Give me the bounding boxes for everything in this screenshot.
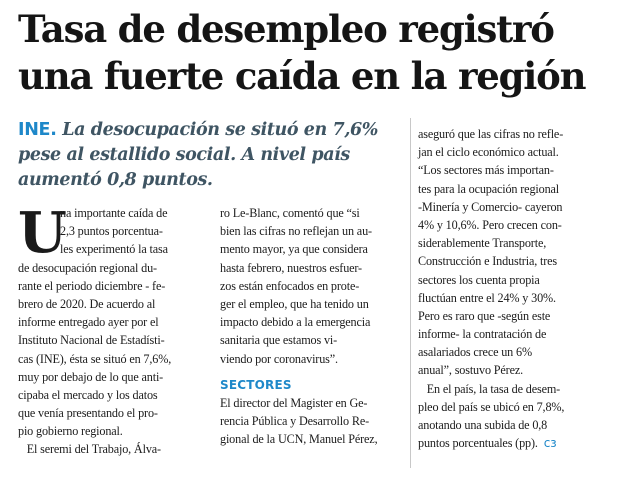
- col2-line: gional de la UCN, Manuel Pérez,: [220, 432, 378, 447]
- headline-line-2: una fuerte caída en la región: [18, 54, 586, 98]
- col2-line: impacto debido a la emergencia: [220, 315, 371, 330]
- col2-line: ger el empleo, que ha tenido un: [220, 296, 369, 311]
- col2-line: El director del Magister en Ge-: [220, 395, 368, 410]
- col1-line: cipaba el mercado y los datos: [18, 387, 158, 402]
- col2-line: rencia Pública y Desarrollo Re-: [220, 414, 369, 429]
- column-divider: [410, 118, 411, 468]
- col1-line: na importante caída de: [60, 206, 168, 220]
- lead-line-2: pese al estallido social. A nivel país: [18, 145, 350, 165]
- col3-line: aseguró que las cifras no refle-: [418, 127, 564, 141]
- col2-line: viendo por coronavirus”.: [220, 351, 338, 366]
- col2-line: ro Le-Blanc, comentó que “si: [220, 206, 360, 220]
- column-3: [418, 125, 610, 452]
- col1-line: rante el periodo diciembre - fe-: [18, 278, 166, 293]
- lead-line-1: [18, 118, 396, 143]
- col3-line: siderablemente Transporte,: [418, 236, 547, 251]
- headline: [18, 6, 608, 100]
- drop-cap: U: [18, 200, 67, 266]
- col3-line: pleo del país se ubicó en 7,8%,: [418, 399, 565, 414]
- col1-line: muy por debajo de lo que anti-: [18, 369, 164, 384]
- col3-line: Pero es raro que -según este: [418, 308, 551, 323]
- col1-line: que venía presentando el pro-: [18, 406, 158, 421]
- col2-spacer: [220, 368, 410, 376]
- col3-line: -Minería y Comercio- cayeron: [418, 199, 563, 214]
- col1-line: El seremi del Trabajo, Álva-: [18, 442, 161, 457]
- headline-line-1: Tasa de desempleo registró: [18, 7, 554, 51]
- col3-line: “Los sectores más importan-: [418, 163, 554, 178]
- col3-line: fluctúan entre el 24% y 30%.: [418, 290, 556, 305]
- col3-line: tes para la ocupación regional: [418, 181, 560, 196]
- col3-line: Construcción e Industria, tres: [418, 254, 558, 269]
- col2-line: zos están enfocados en prote-: [220, 278, 360, 293]
- col1-line: cas (INE), ésta se situó en 7,6%,: [18, 351, 172, 366]
- col1-line: 2,3 puntos porcentua-: [60, 224, 163, 239]
- col3-line: puntos porcentuales (pp).: [418, 436, 538, 451]
- lead-text-1: La desocupación se situó en 7,6%: [62, 120, 379, 140]
- end-of-article-icon: cз: [543, 436, 557, 451]
- section-heading-sectores: SECTORES: [220, 377, 292, 392]
- col2-line: bien las cifras no reflejan un au-: [220, 224, 372, 239]
- col1-line: de desocupación regional du-: [18, 260, 157, 275]
- col3-last-line: [418, 434, 610, 452]
- col3-line: informe- la contratación de: [418, 327, 547, 342]
- col1-line: pio gobierno regional.: [18, 424, 123, 439]
- col1-line: informe entregado ayer por el: [18, 315, 159, 330]
- col3-line: anotando una subida de 0,8: [418, 418, 548, 432]
- lead-line-3: aumentó 0,8 puntos.: [18, 170, 213, 190]
- col2-line: sanitaria que estamos vi-: [220, 333, 338, 348]
- col3-line: asalariados crece un 6%: [418, 345, 532, 360]
- col3-line: jan el ciclo económico actual.: [418, 145, 559, 160]
- lead-paragraph: [18, 118, 396, 193]
- column-2: [220, 204, 410, 448]
- col2-line: hasta febrero, nuestros esfuer-: [220, 260, 362, 275]
- col1-line: les experimentó la tasa: [60, 242, 168, 257]
- lead-tag: INE.: [18, 120, 57, 140]
- col3-line: anual”, sostuvo Pérez.: [418, 363, 524, 378]
- column-1: [18, 200, 206, 459]
- col3-line: En el país, la tasa de desem-: [418, 381, 561, 396]
- col2-line: mento mayor, ya que considera: [220, 242, 368, 257]
- col1-line: brero de 2020. De acuerdo al: [18, 296, 156, 311]
- col1-line: Instituto Nacional de Estadísti-: [18, 333, 165, 348]
- col3-line: sectores los cuenta propia: [418, 272, 540, 287]
- col3-line: 4% y 10,6%. Pero crecen con-: [418, 217, 562, 232]
